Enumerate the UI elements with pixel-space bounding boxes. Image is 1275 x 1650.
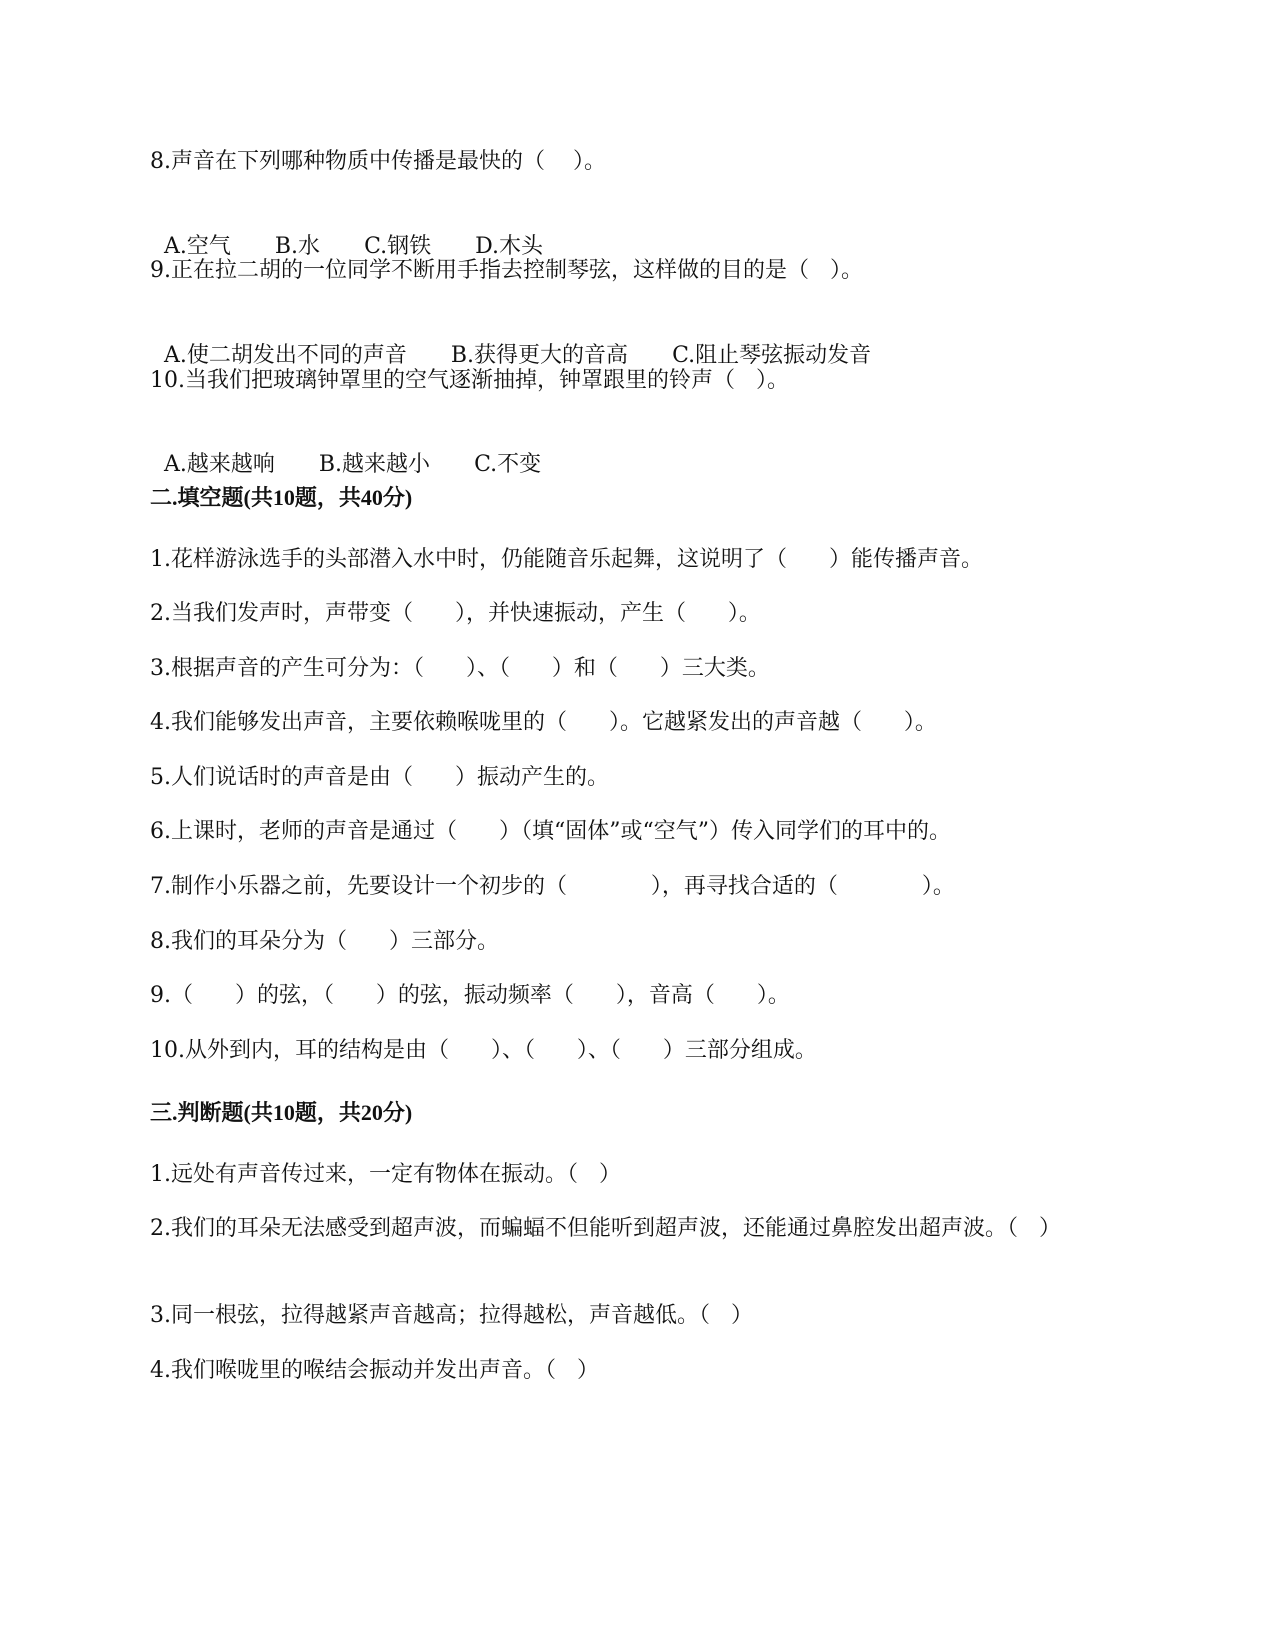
fill-blank-item: 2.当我们发声时，声带变（ ），并快速振动，产生（ ）。	[150, 601, 761, 626]
option-a: A.越来越响	[164, 452, 275, 477]
fill-blank-item: 7.制作小乐器之前，先要设计一个初步的（ ），再寻找合适的（ ）。	[150, 874, 955, 899]
fill-blank-item: 8.我们的耳朵分为（ ）三部分。	[150, 929, 499, 954]
true-false-item: 3.同一根弦，拉得越紧声音越高；拉得越松，声音越低。（ ）	[150, 1303, 753, 1328]
true-false-item: 2.我们的耳朵无法感受到超声波，而蝙蝠不但能听到超声波，还能通过鼻腔发出超声波。（ ）	[150, 1216, 1061, 1241]
fill-blank-item: 4.我们能够发出声音，主要依赖喉咙里的（ ）。它越紧发出的声音越（ ）。	[150, 710, 937, 735]
option-a: A.使二胡发出不同的声音	[164, 343, 407, 368]
question-9: 9.正在拉二胡的一位同学不断用手指去控制琴弦，这样做的目的是（ ）。	[150, 258, 863, 283]
fill-blank-item: 9.（ ）的弦，（ ）的弦，振动频率（ ），音高（ ）。	[150, 983, 790, 1008]
question-8-options	[150, 202, 543, 262]
fill-blank-item: 1.花样游泳选手的头部潜入水中时，仍能随音乐起舞，这说明了（ ）能传播声音。	[150, 547, 983, 572]
option-a: A.空气	[164, 234, 231, 259]
true-false-item: 4.我们喉咙里的喉结会振动并发出声音。（ ）	[150, 1358, 599, 1383]
section-heading-fill-blank: 二.填空题(共10题，共40分)	[150, 485, 413, 510]
option-c: C.阻止琴弦振动发音	[672, 343, 872, 368]
option-c: C.不变	[474, 452, 542, 477]
option-b: B.水	[274, 234, 321, 259]
true-false-item: 1.远处有声音传过来，一定有物体在振动。（ ）	[150, 1162, 621, 1187]
fill-blank-item: 3.根据声音的产生可分为：（ ）、（ ）和（ ）三大类。	[150, 656, 770, 681]
fill-blank-item: 5.人们说话时的声音是由（ ）振动产生的。	[150, 765, 609, 790]
section-heading-true-false: 三.判断题(共10题，共20分)	[150, 1100, 413, 1125]
question-9-options	[150, 311, 871, 371]
fill-blank-item: 10.从外到内，耳的结构是由（ ）、（ ）、（ ）三部分组成。	[150, 1038, 817, 1063]
question-8: 8.声音在下列哪种物质中传播是最快的（ ）。	[150, 149, 606, 174]
question-10: 10.当我们把玻璃钟罩里的空气逐渐抽掉，钟罩跟里的铃声（ ）。	[150, 368, 789, 393]
option-b: B.越来越小	[318, 452, 431, 477]
option-d: D.木头	[475, 234, 543, 259]
question-10-options	[150, 420, 541, 480]
fill-blank-item: 6.上课时，老师的声音是通过（ ）（填“固体”或“空气”）传入同学们的耳中的。	[150, 819, 951, 844]
option-b: B.获得更大的音高	[450, 343, 629, 368]
option-c: C.钢铁	[364, 234, 432, 259]
